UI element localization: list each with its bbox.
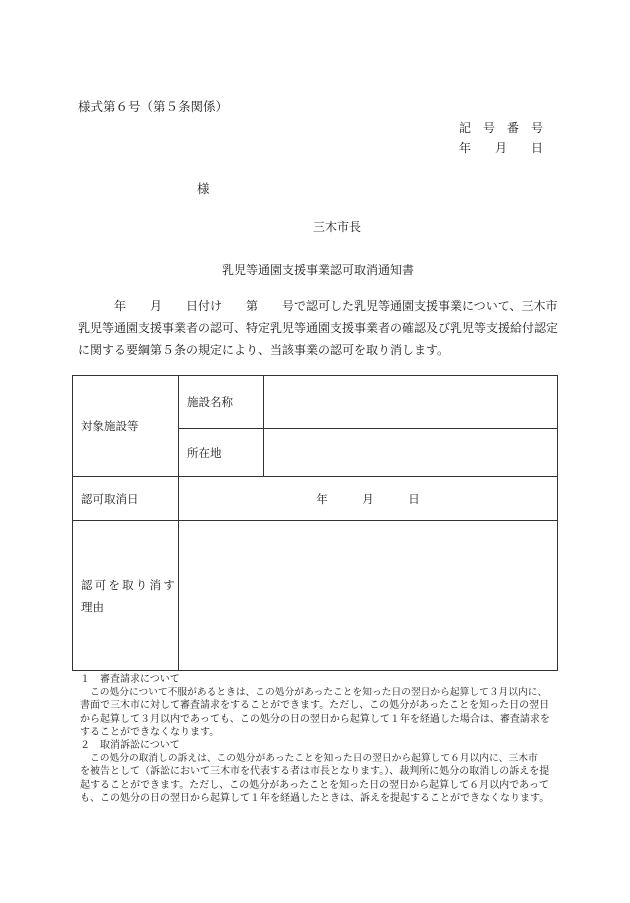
note-heading-appeal: １ 審査請求について <box>80 674 180 685</box>
note-line: この処分の取消しの訴えは、この処分があったことを知った日の翌日から起算して６月以内に、三木市 <box>90 753 538 765</box>
note-line: から起算して３月以内であっても、この処分の日の翌日から起算して１年を経過した場合は、審査請求を <box>80 713 550 725</box>
note-heading-lawsuit: ２ 取消訴訟について <box>80 740 180 752</box>
document-title: 乳児等通園支援事業認可取消通知書 <box>222 263 415 277</box>
addressee-honorific: 様 <box>197 181 210 196</box>
note-line: も、この処分の日の翌日から起算して１年を経過したときは、訴えを提起することができなくなります。 <box>80 792 550 804</box>
notes-section <box>80 673 560 805</box>
revocation-info-table <box>72 375 558 671</box>
notice-body <box>78 295 564 361</box>
reason-value[interactable] <box>179 521 558 671</box>
revocation-date-label: 認可取消日 <box>73 477 179 521</box>
reason-label-line: 理由 <box>81 599 104 614</box>
facility-name-value[interactable] <box>264 376 558 429</box>
note-line: 書面で三木市に対して審査請求をすることができます。ただし、この処分があったことを知った日の翌日 <box>80 700 550 712</box>
notice-date-label: 年 月 日 <box>459 141 544 155</box>
target-facility-label: 対象施設等 <box>73 376 179 477</box>
facility-name-label: 施設名称 <box>179 376 264 429</box>
reason-label <box>73 521 179 671</box>
note-line: この処分について不服があるときは、この処分があったことを知った日の翌日から起算して３月以内に、 <box>90 687 548 699</box>
location-label: 所在地 <box>179 429 264 477</box>
body-line: に関する要綱第５条の規定により、当該事業の認可を取り消します。 <box>78 343 450 357</box>
note-line: 起することができます。ただし、この処分があったことを知った日の翌日から起算して６月以内であって <box>80 779 549 791</box>
note-line: を被告として（訴訟において三木市を代表する者は市長となります。）、裁判所に処分の取消しの訴えを提 <box>80 766 550 778</box>
form-number: 様式第６号（第５条関係） <box>78 99 229 114</box>
note-line: することができなくなります。 <box>80 726 220 738</box>
record-number-label: 記 号 番 号 <box>459 121 544 135</box>
issuer-name: 三木市長 <box>313 220 362 234</box>
revocation-date-value[interactable]: 年 月 日 <box>179 477 558 521</box>
location-value[interactable] <box>264 429 558 477</box>
reason-label-line: 認可を取り消す <box>81 577 177 592</box>
body-line: 乳児等通園支援事業者の認可、特定乳児等通園支援事業者の確認及び乳児等支援給付認定 <box>78 321 559 335</box>
body-line: 年 月 日付け 第 号で認可した乳児等通園支援事業について、三木市 <box>78 299 558 313</box>
